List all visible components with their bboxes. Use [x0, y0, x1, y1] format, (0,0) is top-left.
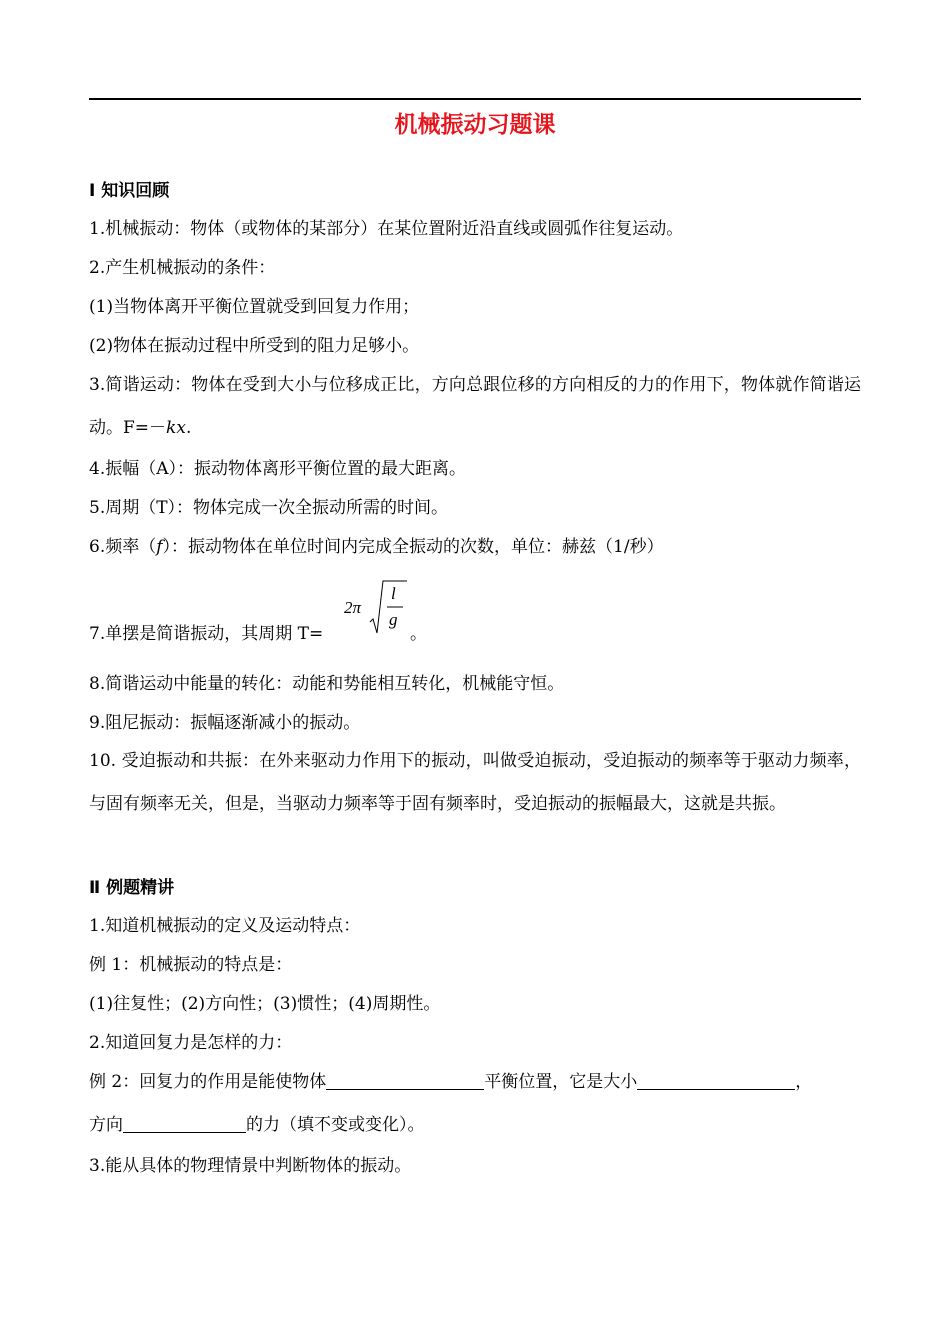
review-item-8: 8.简谐运动中能量的转化：动能和势能相互转化，机械能守恒。 — [89, 674, 565, 694]
review-item-3-text: 3.简谐运动：物体在受到大小与位移成正比，方向总跟位移的方向相反的力的作用下，物体就作简谐运动。F=－ — [89, 375, 861, 438]
review-item-6-var: f — [156, 537, 163, 557]
header-rule — [89, 98, 861, 100]
review-item-2a: (1)当物体离开平衡位置就受到回复力作用； — [89, 297, 420, 317]
example-1-question: 例 1：机械振动的特点是： — [89, 955, 293, 975]
review-item-2b: (2)物体在振动过程中所受到的阻力足够小。 — [89, 336, 420, 356]
example-1-answer: (1)往复性；(2)方向性；(3)惯性；(4)周期性。 — [89, 994, 441, 1014]
review-item-9: 9.阻尼振动：振幅逐渐减小的振动。 — [89, 713, 361, 733]
review-item-6-post: ）：振动物体在单位时间内完成全振动的次数，单位：赫兹（1/秒） — [162, 537, 664, 557]
section-heading-review: Ⅰ 知识回顾 — [89, 181, 170, 201]
review-item-6-pre: 6.频率（ — [89, 537, 157, 557]
pendulum-period-formula — [343, 577, 409, 635]
example-2-text-c: ， — [795, 1072, 813, 1092]
example-point-3: 3.能从具体的物理情景中判断物体的振动。 — [89, 1156, 412, 1176]
example-2-text-b: 平衡位置，它是大小 — [484, 1072, 638, 1092]
review-item-10: 10. 受迫振动和共振：在外来驱动力作用下的振动，叫做受迫振动，受迫振动的频率等于驱动力频率，与固有频率无关，但是，当驱动力频率等于固有频率时，受迫振动的振幅最大，这就是共振。 — [89, 751, 861, 814]
review-item-7-end: 。 — [410, 624, 427, 644]
review-item-7-pre: 7.单摆是简谐振动，其周期 T= — [89, 624, 324, 644]
example-2-line-2 — [89, 1114, 425, 1136]
section-heading-examples: Ⅱ 例题精讲 — [89, 878, 175, 898]
example-2-line-1 — [89, 1071, 812, 1093]
review-item-7 — [89, 623, 323, 645]
formula-numerator: l — [391, 584, 396, 603]
example-point-2: 2.知道回复力是怎样的力： — [89, 1033, 293, 1053]
review-item-3-var: kx — [166, 418, 186, 438]
review-item-2: 2.产生机械振动的条件： — [89, 258, 276, 278]
page-title: 机械振动习题课 — [394, 112, 556, 138]
example-2-text-d: 方向 — [89, 1115, 123, 1135]
review-item-1: 1.机械振动：物体（或物体的某部分）在某位置附近沿直线或圆弧作往复运动。 — [89, 219, 684, 239]
review-item-5: 5.周期（T）：物体完成一次全振动所需的时间。 — [89, 498, 449, 518]
review-item-6 — [89, 536, 664, 558]
example-2-text-e: 的力（填不变或变化）。 — [246, 1115, 425, 1135]
answer-blank-2[interactable] — [637, 1071, 795, 1090]
formula-coef: 2π — [344, 598, 362, 617]
formula-denominator: g — [389, 610, 398, 629]
review-item-4: 4.振幅（A）：振动物体离形平衡位置的最大距离。 — [89, 459, 466, 479]
review-item-3 — [89, 364, 861, 450]
example-2-text-a: 例 2：回复力的作用是能使物体 — [89, 1072, 327, 1092]
example-point-1: 1.知道机械振动的定义及运动特点： — [89, 916, 361, 936]
answer-blank-1[interactable] — [326, 1071, 484, 1090]
review-item-3-end: . — [185, 418, 192, 438]
answer-blank-3[interactable] — [123, 1114, 246, 1133]
